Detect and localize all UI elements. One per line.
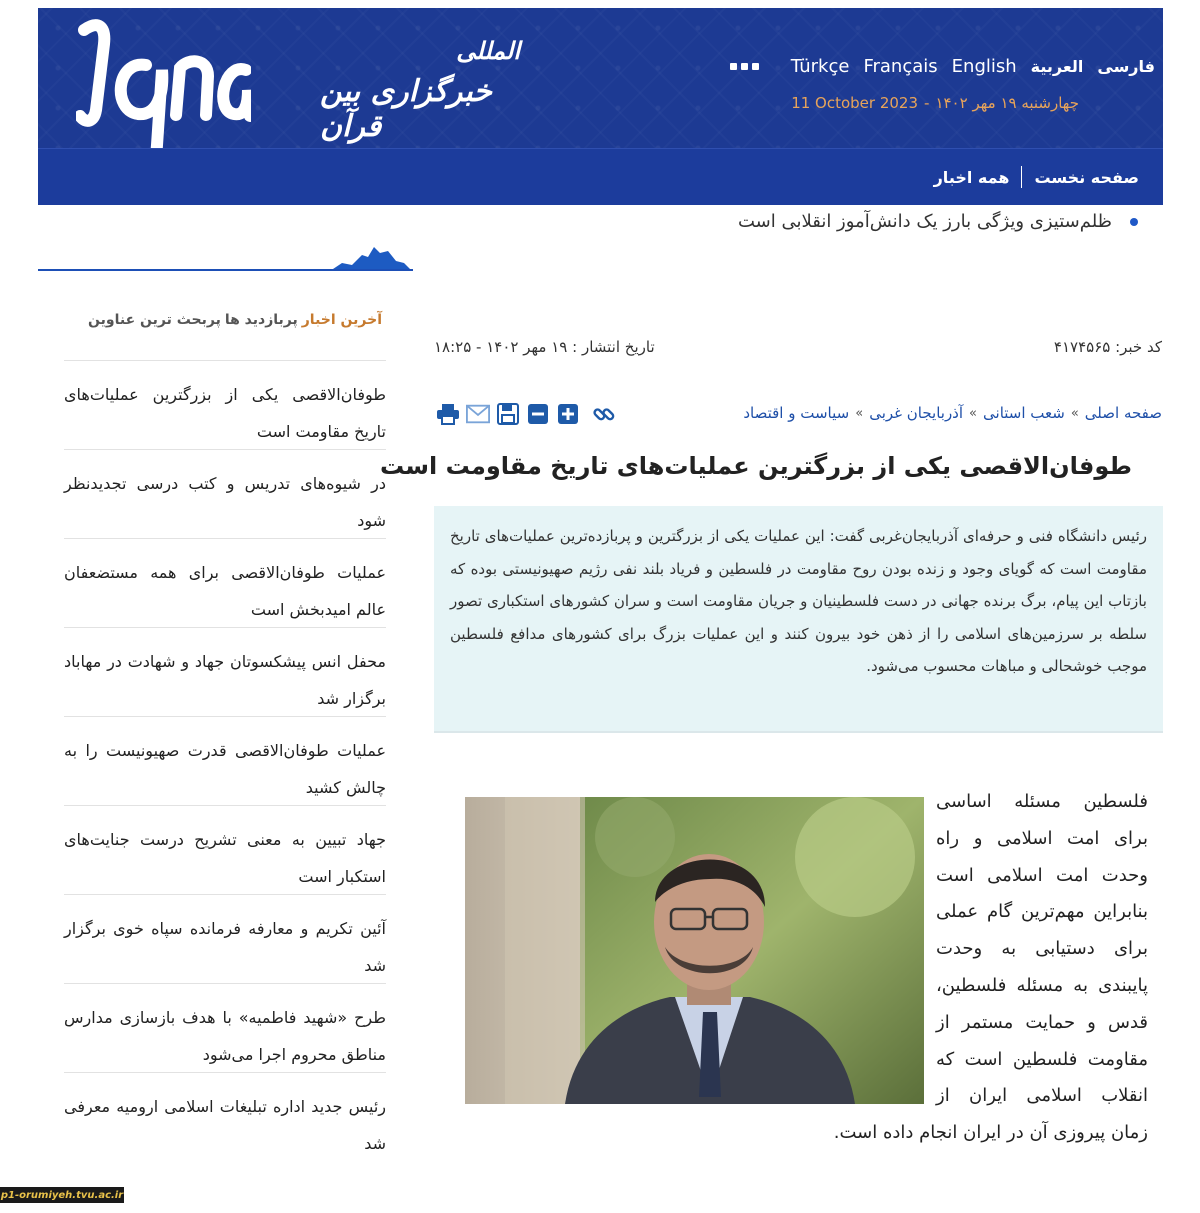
save-icon[interactable]	[496, 402, 520, 426]
news-code: کد خبر: ۴۱۷۴۵۶۵	[1053, 338, 1162, 356]
link-icon[interactable]	[592, 402, 616, 426]
list-item[interactable]: عملیات طوفان‌الاقصی قدرت صهیونیست را به چالش کشید	[64, 716, 386, 805]
logo-persian-line2: خبرگزاری بین قرآن	[320, 74, 492, 144]
zoom-in-icon[interactable]	[556, 402, 580, 426]
article-headline: طوفان‌الاقصی یکی از بزرگترین عملیات‌های تاریخ مقاومت است	[379, 452, 1132, 480]
date-gregorian: 11 October 2023	[791, 94, 919, 112]
list-item[interactable]: آئین تکریم و معارفه فرمانده سپاه خوی برگزار شد	[64, 894, 386, 983]
ticker-text[interactable]: ظلم‌ستیزی ویژگی بارز یک دانش‌آموز انقلابی است	[737, 211, 1112, 232]
breadcrumb-provincial[interactable]: شعب استانی	[983, 404, 1065, 422]
nav-all-news[interactable]: همه اخبار	[933, 167, 1010, 187]
sidebar-divider	[38, 269, 413, 271]
lang-farsi[interactable]: فارسی	[1097, 57, 1155, 76]
breadcrumb-politics-economy[interactable]: سیاست و اقتصاد	[743, 404, 850, 422]
sidebar-news-list	[64, 360, 386, 1161]
breadcrumb-separator: »	[1070, 405, 1079, 421]
mountain-icon	[330, 243, 412, 271]
date-separator: -	[924, 94, 930, 112]
breadcrumb	[743, 404, 1162, 422]
tab-latest-news[interactable]: آخرین اخبار	[301, 312, 382, 328]
breadcrumb-separator: »	[969, 405, 978, 421]
bullet-icon	[1130, 218, 1138, 226]
news-ticker	[738, 211, 1138, 232]
zoom-out-icon[interactable]	[526, 402, 550, 426]
publish-date: تاریخ انتشار : ۱۹ مهر ۱۴۰۲ - ۱۸:۲۵	[434, 338, 655, 356]
main-nav	[934, 166, 1139, 188]
lang-french[interactable]: Français	[863, 56, 938, 77]
sidebar-tabs	[88, 312, 382, 328]
nav-divider	[1021, 166, 1022, 188]
lang-english[interactable]: English	[951, 56, 1017, 77]
list-item[interactable]: رئیس جدید اداره تبلیغات اسلامی ارومیه معرفی شد	[64, 1072, 386, 1161]
article-body: فلسطین مسئله اساسی برای امت اسلامی و راه وحدت امت اسلامی است بنابراین مهم‌ترین گام عملی برای دستیابی به وحدت پایبندی به مسئله فلسطین، قدس و حمایت مستمر از مقاومت فلسطین است که انقلاب اسلامی ایران از	[936, 791, 1148, 1107]
list-item[interactable]: محفل انس پیشکسوتان جهاد و شهادت در مهاباد برگزار شد	[64, 627, 386, 716]
breadcrumb-separator: »	[855, 405, 864, 421]
tab-most-discussed[interactable]: پربحث ترین عناوین	[88, 312, 221, 328]
list-item[interactable]: طرح «شهید فاطمیه» با هدف بازسازی مدارس مناطق محروم اجرا می‌شود	[64, 983, 386, 1072]
article-toolbar	[436, 402, 616, 426]
iqna-persian-logo	[320, 36, 540, 144]
breadcrumb-home[interactable]: صفحه اصلی	[1084, 404, 1162, 422]
list-item[interactable]: طوفان‌الاقصی یکی از بزرگترین عملیات‌های تاریخ مقاومت است	[64, 360, 386, 449]
site-watermark: p1-orumiyeh.tvu.ac.ir	[0, 1187, 124, 1203]
logo-persian-line1: المللی	[456, 36, 520, 65]
date-persian: چهارشنبه ۱۹ مهر ۱۴۰۲	[935, 94, 1079, 112]
lang-arabic[interactable]: العربية	[1030, 57, 1084, 76]
print-icon[interactable]	[436, 402, 460, 426]
nav-home[interactable]: صفحه نخست	[1034, 167, 1139, 187]
lang-turkish[interactable]: Türkçe	[790, 56, 850, 77]
list-item[interactable]: در شیوه‌های تدریس و کتب درسی تجدیدنظر شود	[64, 449, 386, 538]
more-languages-icon[interactable]	[730, 63, 759, 70]
article-body-last-line: زمان پیروزی آن در ایران انجام داده است.	[833, 1122, 1148, 1143]
article-lead: رئیس دانشگاه فنی و حرفه‌ای آذربایجان‌غربی گفت: این عملیات یکی از بزرگترین و پربازده‌ترین عملیات‌های تاریخ مقاومت است که گویای وجود و زنده بودن روح مقاومت در فلسطین و فریاد بلند نفی رژیم صهیونیستی بوده که بازتاب این پیام، برگ برنده جهانی در دست فلسطینیان و جریان مقاومت است و سران کشورهای استکباری تصور سلطه بر سرزمین‌های اسلامی را از ذهن خود بیرون کنند و این عملیات بزرگ برای کشورهای مدافع فلسطین موجب خوشحالی و مباهات محسوب می‌شود.	[434, 506, 1163, 733]
language-bar	[730, 56, 1155, 77]
iqna-logo[interactable]	[76, 10, 251, 160]
header-date	[791, 94, 1079, 112]
breadcrumb-west-azerbaijan[interactable]: آذربایجان غربی	[869, 404, 964, 422]
article-photo	[465, 797, 924, 1104]
tab-most-viewed[interactable]: پربازدید ها	[224, 312, 298, 328]
list-item[interactable]: عملیات طوفان‌الاقصی برای همه مستضعفان عالم امیدبخش است	[64, 538, 386, 627]
list-item[interactable]: جهاد تبیین به معنی تشریح درست جنایت‌های استکبار است	[64, 805, 386, 894]
site-header	[38, 8, 1163, 205]
mail-icon[interactable]	[466, 402, 490, 426]
